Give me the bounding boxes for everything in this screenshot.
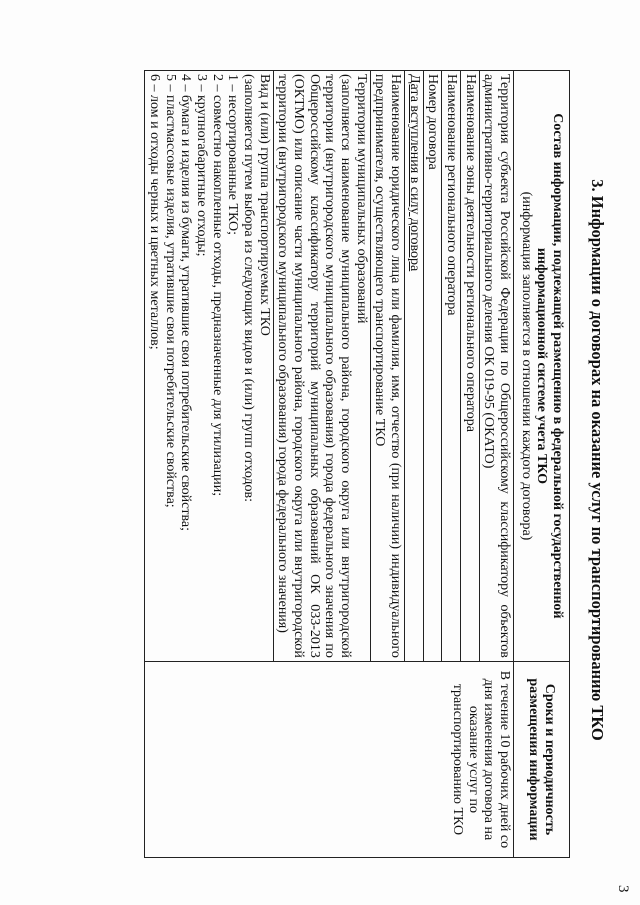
waste-item: 3 – крупногабаритные отходы; bbox=[193, 74, 209, 257]
waste-item: 1 – несортированные ТКО; bbox=[225, 74, 241, 235]
header-composition-note: (информация заполняется в отношении каждого договора) bbox=[518, 191, 534, 541]
municipal-text: (заполняется наименование муниципального района, городского округа или внутригородской территории (внутригородского муниципального образования) города федерального значения по Общероссийскому классификатору территорий муниципальных образований ОК 033-2013 (ОКТМО) или описание части муниципального района, городского округа или внутригородской территории (внутригородского муниципального образования) города федерального значения) bbox=[275, 74, 353, 658]
row-carrier: Наименование юридического лица или фамилия, имя, отчество (при наличии) индивидуального предпринимателя, осуществляющего транспортирование ТКО bbox=[370, 71, 404, 662]
row-municipal bbox=[273, 71, 370, 662]
header-composition-title: Состав информации, подлежащей размещению в федеральной государственной информационной системе учета ТКО bbox=[534, 113, 565, 619]
row-operator: Наименование регионального оператора bbox=[442, 71, 461, 662]
contract-date-label: Дата вступления в силу договора bbox=[406, 74, 422, 272]
waste-item: 4 – бумага и изделия из бумаги, утратившие свои потребительские свойства; bbox=[178, 74, 194, 531]
waste-title: Вид и (или) группа транспортируемых ТКО bbox=[256, 74, 272, 336]
waste-item: 2 – совместно накопленные отходы, предназначенные для утилизации; bbox=[209, 74, 225, 497]
row-contract-date bbox=[404, 71, 423, 662]
waste-item: 5 – пластмассовые изделия, утратившие свои потребительские свойства; bbox=[162, 74, 178, 508]
row-waste bbox=[145, 71, 273, 662]
waste-item: 6 – лом и отходы черных и цветных металлов; bbox=[146, 74, 162, 350]
row-territory: Территория субъекта Российской Федерации по Общероссийскому классификатору объектов административно-территориального деления ОК 019-95 (ОКАТО) bbox=[479, 71, 513, 662]
header-deadline: Сроки и периодичность размещения информации bbox=[513, 661, 569, 857]
table-row bbox=[479, 71, 513, 858]
page-number: 3 bbox=[615, 885, 631, 893]
waste-intro: (заполняется путем выбора из следующих видов и (или) групп отходов: bbox=[240, 74, 256, 503]
table-header-row bbox=[513, 71, 569, 858]
row-zone: Наименование зоны деятельности регионального оператора bbox=[460, 71, 479, 662]
header-composition bbox=[513, 71, 569, 662]
deadline-cell: В течение 10 рабочих дней со дня изменения договора на оказание услуг по транспортированию ТКО bbox=[145, 661, 514, 857]
info-table bbox=[144, 70, 570, 858]
municipal-title: Территории муниципальных образований bbox=[353, 74, 369, 324]
section-title: 3. Информации о договорах на оказание услуг по транспортированию ТКО bbox=[588, 179, 607, 741]
row-contract-number: Номер договора bbox=[423, 71, 442, 662]
